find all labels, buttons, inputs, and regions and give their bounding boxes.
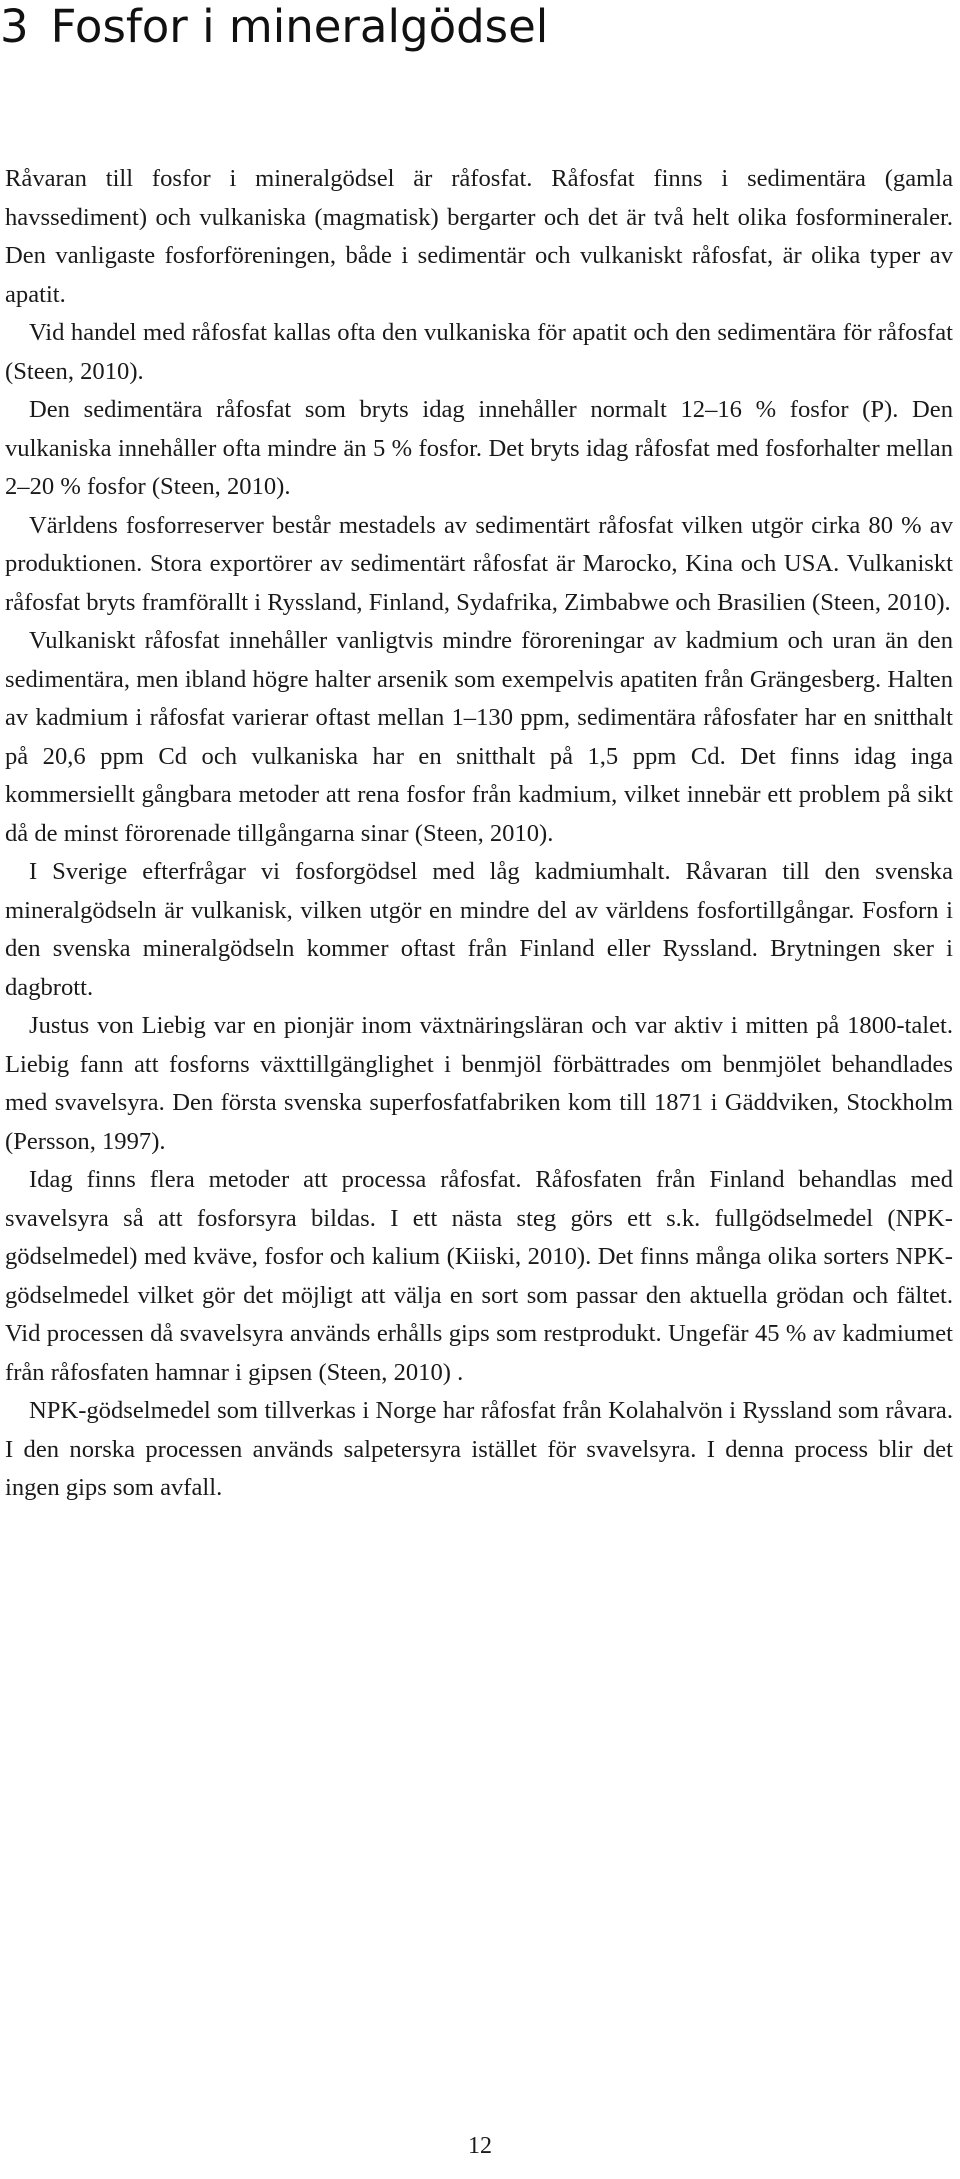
body-text — [5, 160, 953, 1508]
paragraph-1: Råvaran till fosfor i mineralgödsel är råfosfat. Råfosfat finns i sedimentära (gamla havssediment) och vulkaniska (magmatisk) bergarter och det är två helt olika fosformineraler. Den vanligaste fosforföreningen, både i sedimentär och vulkaniskt råfosfat, är olika typer av apatit. — [5, 165, 953, 308]
chapter-title: Fosfor i mineralgödsel — [50, 0, 549, 53]
chapter-number: 3 — [0, 0, 29, 53]
paragraph-6: I Sverige efterfrågar vi fosforgödsel med låg kadmiumhalt. Råvaran till den svenska mineralgödseln är vulkanisk, vilken utgör en mindre del av världens fosfortillgångar. Fosforn i den svenska mineralgödseln kommer oftast från Finland eller Ryssland. Brytningen sker i dagbrott. — [5, 858, 953, 1001]
paragraph-5: Vulkaniskt råfosfat innehåller vanligtvis mindre föroreningar av kadmium och uran än den sedimentära, men ibland högre halter arsenik som exempelvis apatiten från Grängesberg. Halten av kadmium i råfosfat varierar oftast mellan 1–130 ppm, sedimentära råfosfater har en snitthalt på 20,6 ppm Cd och vulkaniska har en snitthalt på 1,5 ppm Cd. Det finns idag inga kommersiellt gångbara metoder att rena fosfor från kadmium, vilket innebär ett problem på sikt då de minst förorenade tillgångarna sinar (Steen, 2010). — [5, 627, 953, 847]
paragraph-9: NPK-gödselmedel som tillverkas i Norge har råfosfat från Kolahalvön i Ryssland som råvara. I den norska processen används salpetersyra istället för svavelsyra. I denna process blir det ingen gips som avfall. — [5, 1397, 953, 1501]
paragraph-7: Justus von Liebig var en pionjär inom växtnäringsläran och var aktiv i mitten på 1800-talet. Liebig fann att fosforns växttillgänglighet i benmjöl förbättrades om benmjölet behandlades med svavelsyra. Den första svenska superfosfatfabriken kom till 1871 i Gäddviken, Stockholm (Persson, 1997). — [5, 1012, 953, 1155]
page-number: 12 — [468, 2133, 492, 2159]
paragraph-8: Idag finns flera metoder att processa råfosfat. Råfosfaten från Finland behandlas med svavelsyra så att fosforsyra bildas. I ett nästa steg görs ett s.k. fullgödselmedel (NPK-gödselmedel) med kväve, fosfor och kalium (Kiiski, 2010). Det finns många olika sorters NPK-gödselmedel vilket gör det möjligt att välja en sort som passar den aktuella grödan och fältet. Vid processen då svavelsyra används erhålls gips som restprodukt. Ungefär 45 % av kadmiumet från råfosfaten hamnar i gipsen (Steen, 2010) . — [5, 1166, 953, 1386]
paragraph-4: Världens fosforreserver består mestadels av sedimentärt råfosfat vilken utgör cirka 80 % av produktionen. Stora exportörer av sedimentärt råfosfat är Marocko, Kina och USA. Vulkaniskt råfosfat bryts framförallt i Ryssland, Finland, Sydafrika, Zimbabwe och Brasilien (Steen, 2010). — [5, 511, 953, 616]
paragraph-2: Vid handel med råfosfat kallas ofta den vulkaniska för apatit och den sedimentära för råfosfat (Steen, 2010). — [5, 319, 953, 385]
paragraph-3: Den sedimentära råfosfat som bryts idag innehåller normalt 12–16 % fosfor (P). Den vulkaniska innehåller ofta mindre än 5 % fosfor. Det bryts idag råfosfat med fosforhalter mellan 2–20 % fosfor (Steen, 2010). — [5, 396, 953, 500]
chapter-heading — [0, 0, 548, 54]
